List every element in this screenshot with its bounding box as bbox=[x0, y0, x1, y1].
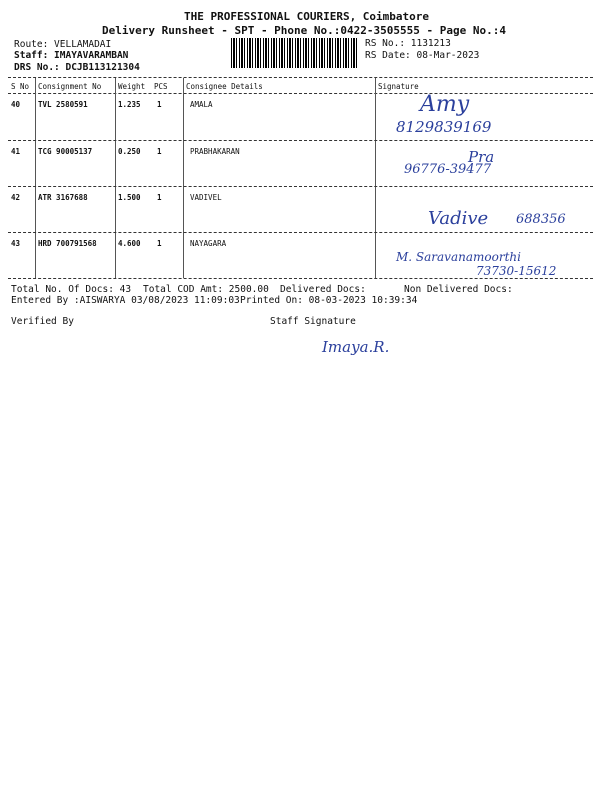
barcode-image bbox=[231, 38, 357, 68]
handwritten-phone: 73730-15612 bbox=[476, 264, 557, 278]
col-header-signature: Signature bbox=[378, 82, 419, 91]
handwritten-signature: Vadive bbox=[428, 208, 489, 229]
row-consignment: ATR 3167688 bbox=[38, 193, 88, 202]
runsheet-subtitle: Delivery Runsheet - SPT - Phone No.:0422-3505555 - Page No.:4 bbox=[102, 24, 506, 37]
company-title: THE PROFESSIONAL COURIERS, Coimbatore bbox=[184, 10, 430, 23]
divider bbox=[8, 93, 593, 94]
column-line bbox=[375, 78, 376, 278]
col-header-pcs: PCS bbox=[154, 82, 168, 91]
handwritten-signature: Amy bbox=[420, 92, 470, 117]
entered-by: Entered By :AISWARYA 03/08/2023 11:09:03 bbox=[11, 295, 240, 306]
col-header-consignee: Consignee Details bbox=[186, 82, 263, 91]
row-weight: 1.235 bbox=[118, 100, 141, 109]
delivered-docs: Delivered Docs: bbox=[280, 284, 366, 295]
row-sno: 42 bbox=[11, 193, 21, 202]
row-pcs: 1 bbox=[157, 147, 162, 156]
divider bbox=[8, 77, 593, 78]
route-label: Route: VELLAMADAI bbox=[14, 39, 112, 50]
row-pcs: 1 bbox=[157, 239, 162, 248]
handwritten-phone: 96776-39477 bbox=[404, 162, 492, 177]
row-pcs: 1 bbox=[157, 100, 162, 109]
row-consignee: NAYAGARA bbox=[190, 239, 227, 248]
row-divider bbox=[8, 232, 593, 233]
staff-label: Staff: IMAYAVARAMBAN bbox=[14, 50, 129, 61]
row-consignee: AMALA bbox=[190, 100, 213, 109]
handwritten-signature: M. Saravanamoorthi bbox=[396, 250, 521, 264]
row-consignee: VADIVEL bbox=[190, 193, 222, 202]
table-bottom-divider bbox=[8, 278, 593, 279]
verified-by: Verified By bbox=[11, 316, 74, 327]
row-pcs: 1 bbox=[157, 193, 162, 202]
col-header-consignment: Consignment No bbox=[38, 82, 102, 91]
total-docs: Total No. Of Docs: 43 bbox=[11, 284, 132, 295]
column-line bbox=[183, 78, 184, 278]
row-sno: 40 bbox=[11, 100, 21, 109]
drs-number: DRS No.: DCJB113121304 bbox=[14, 62, 140, 73]
row-divider bbox=[8, 140, 593, 141]
row-consignee: PRABHAKARAN bbox=[190, 147, 240, 156]
printed-on: Printed On: 08-03-2023 10:39:34 bbox=[240, 295, 418, 306]
non-delivered-docs: Non Delivered Docs: bbox=[404, 284, 513, 295]
staff-signature-label: Staff Signature bbox=[270, 316, 356, 327]
row-consignment: HRD 700791568 bbox=[38, 239, 97, 248]
row-sno: 43 bbox=[11, 239, 21, 248]
column-line bbox=[115, 78, 116, 278]
row-weight: 1.500 bbox=[118, 193, 141, 202]
row-consignment: TCG 90005137 bbox=[38, 147, 93, 156]
col-header-weight: Weight bbox=[118, 82, 146, 91]
row-divider bbox=[8, 186, 593, 187]
handwritten-phone: 688356 bbox=[516, 212, 566, 227]
row-weight: 4.600 bbox=[118, 239, 141, 248]
rs-number: RS No.: 1131213 bbox=[365, 38, 451, 49]
row-consignment: TVL 2580591 bbox=[38, 100, 88, 109]
row-weight: 0.250 bbox=[118, 147, 141, 156]
row-sno: 41 bbox=[11, 147, 21, 156]
col-header-sno: S No bbox=[11, 82, 30, 91]
handwritten-signature: Pra bbox=[468, 148, 495, 166]
handwritten-phone: 8129839169 bbox=[396, 118, 492, 136]
total-cod: Total COD Amt: 2500.00 bbox=[143, 284, 269, 295]
column-line bbox=[35, 78, 36, 278]
rs-date: RS Date: 08-Mar-2023 bbox=[365, 50, 480, 61]
staff-handwritten-signature: Imaya.R. bbox=[322, 338, 390, 356]
